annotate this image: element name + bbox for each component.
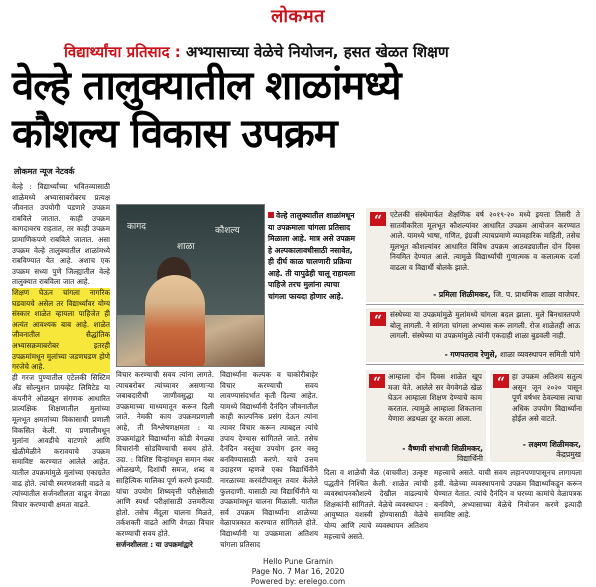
footer-edition: Hello Pune Gramin bbox=[263, 557, 333, 566]
article-column-2 bbox=[116, 370, 214, 554]
quote-author: - लक्ष्मण शिळीमकर, bbox=[522, 440, 581, 449]
caption-bullet-icon bbox=[268, 212, 274, 218]
footer-page-date: Page No. 7 Mar 16, 2020 bbox=[251, 567, 345, 576]
quote-author: - गणपतराव रेणुसे, bbox=[444, 350, 498, 359]
article-column-4 bbox=[324, 468, 428, 554]
article-column-5 bbox=[434, 468, 582, 554]
quote-box-4 bbox=[490, 370, 584, 462]
subheadline-tag: विद्यार्थ्यांचा प्रतिसाद : bbox=[64, 43, 181, 61]
subheadline bbox=[64, 42, 449, 62]
quote-author: - वैष्णवी संभाजी शिळीमकर, bbox=[402, 444, 483, 453]
divider bbox=[366, 364, 584, 365]
column-2-paragraph: विचार करण्याची सवय त्यांना लागते. त्याचबरोबर त्यांच्यावर असणाऱ्या जबाबदारीची जाणीवसुद्धा या उपक्रमाच्या माध्यमातून करून दिली जाते. नेमकी काय उपक्रमप्रणाली आहे, ती विश्लेषणक्षमता : या उपक्रमांद्वारे विद्यार्थ्यांना कोडी वेगळ्या विचारांनी सोडविण्याची सवय होते. उदा. : विशिष्ट चिन्हांमधून समान नंबर ओळखणे, दिशांची समज, शब्द व साहित्यिक मालिका पूर्ण करणे इत्यादी. यांचा उपयोग शिष्यवृत्ती परीक्षेसाठी आणि स्पर्धा परीक्षांसाठी उत्तमरीत्या होतो. तसेच मेंदूला चालना मिळते, तर्कशक्ती वाढते आणि वेगळा विचार करण्याची सवय होते. bbox=[116, 370, 214, 538]
column-5-paragraph: महत्त्वाचे असते. याची सवय लहानपणापासूनच लागायला हवी. वेळेच्या व्यवस्थापनाचे उपक्रम विद्यार्थ्यांकडून करून घेण्यात येतात. त्यांचे दैनंदिन व घरच्या कामांचे वेळापत्रक बनविणे, अभ्यासाच्या वेळेचे नियोजन करणे इत्यादी समाविष्ट आहे. bbox=[434, 468, 582, 520]
column-4-paragraph: दिला व शाळेची वेळ (वाचवीत) उत्कृष्ट पद्धतीने निश्चित केली. शाळेत त्यांची व्यवस्थापनकौशल्ये देखील वाढल्याचे शिक्षकांनी सांगितले. वेळेचे व्यवस्थापन : आयुष्यात यशस्वी होण्यासाठी वेळेचे योग्य आणि त्याचे व्यवस्थापन अतिशय महत्त्वाचे असते. bbox=[324, 468, 428, 541]
chalk-text: कागद bbox=[127, 222, 147, 232]
quote-signature bbox=[445, 350, 580, 360]
quote-signature bbox=[523, 440, 581, 460]
quote-box-3 bbox=[366, 370, 486, 462]
divider bbox=[366, 304, 584, 305]
quote-text: एटेलकी संस्थेमार्फत शैक्षणिक वर्ष २०१९-२० मध्ये इयत्ता तिसरी ते सातवीकरिता मूलभूत कौशल्यांवर आधारित उपक्रम आयोजन करण्यात आले. यामध्ये भाषा, गणित, इंग्रजी त्याचप्रमाणे व्यावहारिक माहिती, तसेच मूलभूत कौशल्यांवर आधारित विविध उपक्रम आठवड्यातील दोन दिवस नियमित देण्यात आले. त्यामुळे विद्यार्थ्यांची गुणात्मक व कलात्मक दर्जा वाढला व विद्यार्थी बोलके झाले. bbox=[390, 210, 580, 272]
quote-box-1 bbox=[366, 208, 584, 302]
quote-role: शाळा व्यवस्थापन समिती पांगे bbox=[500, 350, 580, 359]
byline: लोकमत न्यूज नेटवर्क bbox=[14, 167, 75, 176]
masthead-logo: लोकमत bbox=[271, 6, 325, 27]
quote-text: संस्थेच्या या उपक्रमांमुळे मुलांमध्ये चांगला बदल झाला. मुले बिनधास्तपणे बोलू लागली. ने सांगता चांगला अभ्यास करू लागली. रोज शाळेतही आऊ लागली. संस्थेच्या या उपक्रमांमुळे त्यांनी एकदाही शाळा बुडवली नाही. bbox=[390, 310, 580, 341]
student-figure bbox=[145, 275, 205, 366]
article-column-3 bbox=[220, 370, 318, 554]
quote-signature bbox=[433, 290, 580, 300]
quote-mark-icon: “ bbox=[370, 312, 386, 326]
highlighted-paragraph: शिक्षण घेऊन चांगला नागरिक घडवायचे असेल तर विद्यार्थ्यांवर योग्य संस्कार शाळेत व्हायला पाहिजेत ही अत्यंत आवश्यक बाब आहे. शाळेत जीवनातील सैद्धांतिक अभ्यासक्रमाबरोबर इतरही उपक्रमांमधून मुलांच्या जडणघडण होणे गरजेचे आहे. bbox=[12, 287, 110, 372]
photo-caption bbox=[268, 210, 360, 302]
headline-line-2: कौशल्य विकास उपक्रम bbox=[12, 111, 337, 157]
quote-mark-icon: “ bbox=[369, 374, 385, 388]
quote-box-2 bbox=[366, 308, 584, 362]
quote-mark-icon: “ bbox=[370, 212, 386, 226]
column-1-paragraph: वेल्हे : विद्यार्थ्यांच्या भवितव्यासाठी शाळेमध्ये अभ्यासाबरोबरच प्रत्यक्ष जीवनात उपयोगी पडणारे उपक्रम राबविले जातात. काही उपक्रम कागदावरच राहतात, तर काही उपक्रम प्रामाणिकपणे राबविले जातात. असा उपक्रम वेल्हे तालुक्यातील शाळांमध्ये राबविण्यात येत आहे. अशाच एक उपक्रम सध्या पुणे जिल्ह्यातील वेल्हे तालुक्यात राबविला जात आहे. bbox=[12, 182, 110, 287]
column-3-paragraph: विद्यार्थ्यांना कल्पक व चाकोरीबाहेर विचार करण्याची सवय लावण्यासंदर्भात कृती दिल्या आहेत. यामध्ये विद्यार्थ्यांनी दैनंदिन जीवनातील काही काल्पनिक प्रसंग देऊन त्यांना त्यावर विचार करून त्याबद्दल त्यांचे उपाय देण्यास सांगितले जाते. तसेच दैनंदिन वस्तूंचा उपयोग इतर वस्तू बनविण्यासाठी करणे. याचे उत्तम उदाहरण म्हणजे एका विद्यार्थिनीने नारळाच्या करवंटीपासून तयार केलेले फुलदाणी. यासाठी त्या विद्यार्थिनीने या उपक्रमांमधून चालना मिळाली. यातील सर्व उपक्रम विद्यार्थ्यांना शाळेच्या वेळापत्रकात करण्यात सांगितले होते. विद्यार्थ्यांनी या उपक्रमाला अतिशय चांगला प्रतिसाद bbox=[220, 370, 318, 549]
chalk-text: शाळा bbox=[177, 242, 195, 252]
quote-role: विद्यार्थिनी bbox=[457, 454, 483, 463]
article-photo bbox=[116, 204, 265, 367]
quote-signature bbox=[402, 444, 483, 464]
quote-author: - प्रमिला शिळीमकर, bbox=[433, 290, 491, 299]
footer-powered-by: Powered by: erelego.com bbox=[250, 577, 346, 586]
headline-line-1: वेल्हे तालुक्यातील शाळांमध्ये bbox=[12, 63, 401, 109]
footer bbox=[0, 557, 596, 587]
quote-text: आम्हाला दोन दिवस शाळेत खूप मजा येते. आलेले सर वेगवेगळे खेळ घेऊन आम्हाला शिक्षण देण्याचे काम करतात. त्यामुळे आम्हाला शिकताना येणारा अडथळा दूर करता आला. bbox=[388, 372, 482, 424]
quote-text: हा उपक्रम अतिशय सतुत्य असून जून २०२० पासून पूर्ण वर्षभर ठेवल्यास त्याचा अधिक उपयोग विद्यार्थ्यांना होईल असे वाटते. bbox=[512, 372, 582, 424]
quote-role: जि. प. प्राथमिक शाळा वाजेघर. bbox=[493, 290, 580, 299]
column-1-paragraph-2: ही गरज पुण्यातील एटेलकी सिस्टिम अँड सोल्युशन प्रायव्हेट लिमिटेड या कंपनीने ओळखून संगणक आधारित प्रात्यक्षिक शिक्षणातील मुलांच्या मूलभूत क्षमतांच्या विकासाची प्रणाली विकसित केली. या प्रणालीमधून मुलांना आवडीचे वाटणारे आणि खेळीमेळीने करावयाचे उपक्रम समाविष्ट करण्यात आलेले आहेत. यातील उपक्रमांमुळे मुलांच्या एकाग्रतेत वाढ होते. त्यांची स्मरणशक्ती वाढते व त्यांच्यातील सर्जनशीलता वाढून वेगळा विचार करण्याची क्षमता वाढते. bbox=[12, 372, 110, 509]
column-2-subsection: सर्जनशीलता : या उपक्रमांद्वारे bbox=[116, 539, 193, 549]
caption-text: वेल्हे तालुक्यातील शाळांमधून या उपक्रमाला चांगला प्रतिसाद मिळाला आहे. मात्र असे उपक्रम हे अल्पकालावधीसाठी नसावेत, ही दीर्घ काळ चालणारी प्रक्रिया आहे. ती यापुढेही चालू राहायला पाहिजे तरच मुलांना त्याचा चांगला फायदा होणार आहे. bbox=[268, 211, 356, 301]
article-column-1 bbox=[12, 182, 110, 554]
quote-mark-icon: “ bbox=[493, 374, 509, 388]
subheadline-text: अभ्यासाच्या वेळेचे नियोजन, हसत खेळत शिक्षण bbox=[185, 43, 449, 61]
chalk-text: कौशल्य bbox=[215, 226, 240, 236]
quote-role: केंद्रप्रमुख bbox=[556, 450, 581, 459]
